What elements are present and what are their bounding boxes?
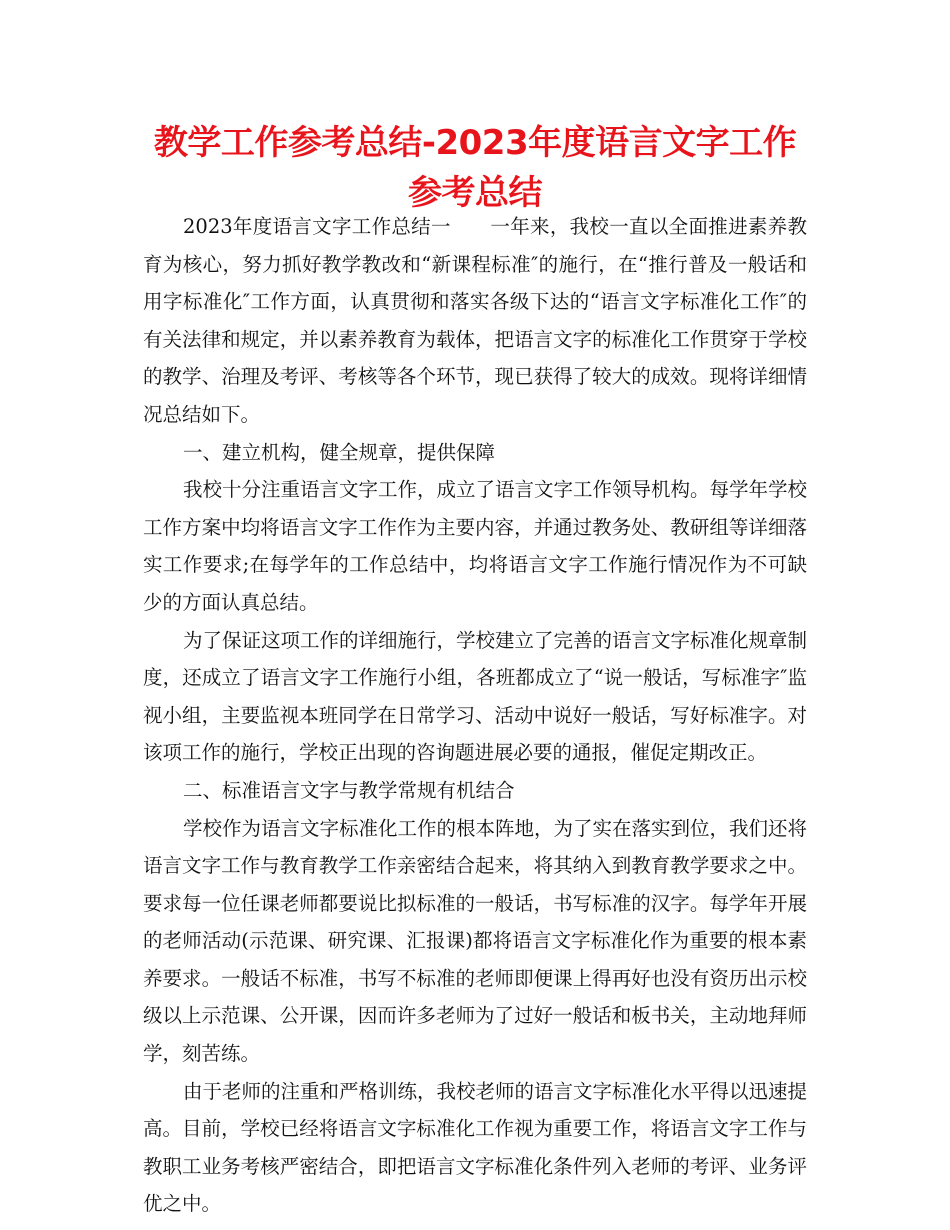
body-paragraph: 学校作为语言文字标准化工作的根本阵地，为了实在落实到位，我们还将语言文字工作与教育教学工作亲密结合起来，将其纳入到教育教学要求之中。要求每一位任课老师都要说比拟标准的一般话，书写标准的汉字。每学年开展的老师活动(示范课、研究课、汇报课)都将语言文字标准化作为重要的根本素养要求。一般话不标准，书写不标准的老师即便课上得再好也没有资历出示校级以上示范课、公开课，因而许多老师为了过好一般话和板书关，主动地拜师学，刻苦练。 — [143, 816, 808, 1066]
document-body — [143, 208, 807, 1223]
body-paragraph: 由于老师的注重和严格训练，我校老师的语言文字标准化水平得以迅速提高。目前，学校已经将语言文字标准化工作视为重要工作，将语言文字工作与教职工业务考核严密结合，即把语言文字标准化条件列入老师的考评、业务评优之中。 — [143, 1079, 808, 1216]
body-paragraph: 为了保证这项工作的详细施行，学校建立了完善的语言文字标准化规章制度，还成立了语言文字工作施行小组，各班都成立了“说一般话，写标准字″监视小组，主要监视本班同学在日常学习、活动中说好一般话，写好标准字。对该项工作的施行，学校正出现的咨询题进展必要的通报，催促定期改正。 — [143, 628, 808, 765]
document-title: 教学工作参考总结-2023年度语言文字工作参考总结 — [153, 123, 797, 213]
section-heading-2: 二、标准语言文字与教学常规有机结合 — [183, 778, 515, 802]
section-heading-1: 一、建立机构，健全规章，提供保障 — [183, 440, 496, 464]
body-paragraph: 我校十分注重语言文字工作，成立了语言文字工作领导机构。每学年学校工作方案中均将语言文字工作作为主要内容，并通过教务处、教研组等详细落实工作要求;在每学年的工作总结中，均将语言文字工作施行情况作为不可缺少的方面认真总结。 — [143, 478, 808, 614]
intro-paragraph: 2023年度语言文字工作总结一 一年来，我校一直以全面推进素养教育为核心，努力抓好教学教改和“新课程标准″的施行，在“推行普及一般话和用字标准化″工作方面，认真贯彻和落实各级下达的“语言文字标准化工作″的有关法律和规定，并以素养教育为载体，把语言文字的标准化工作贯穿于学校的教学、治理及考评、考核等各个环节，现已获得了较大的成效。现将详细情况总结如下。 — [143, 215, 807, 426]
